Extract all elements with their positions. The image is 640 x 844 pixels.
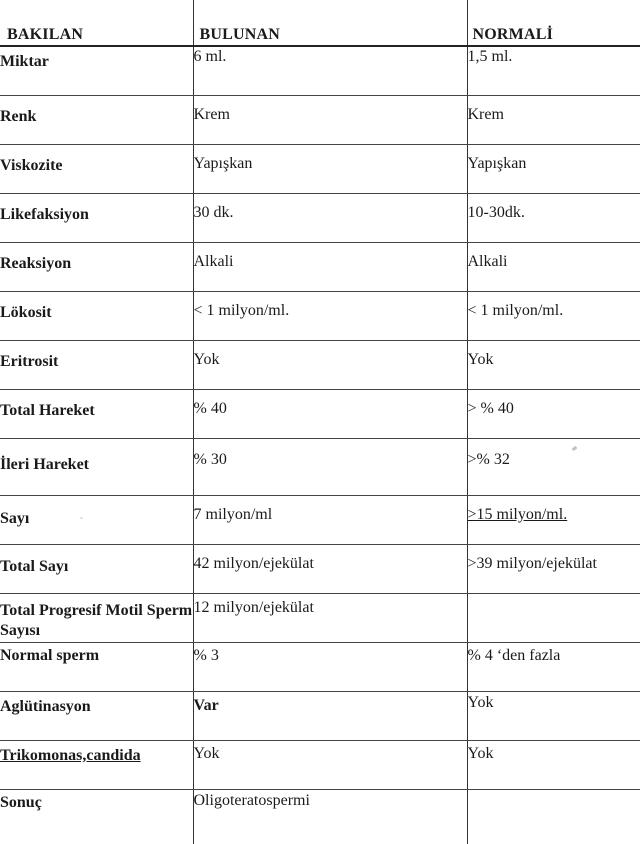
row-label: Likefaksiyon [0,194,193,243]
row-found: % 3 [193,643,467,692]
row-normal: 10-30dk. [467,194,640,243]
row-label: İleri Hareket [0,439,193,496]
row-label: Total Progresif Motil Sperm Sayısı [0,594,193,643]
row-label: Miktar [0,46,193,96]
row-normal: < 1 milyon/ml. [467,292,640,341]
row-normal: >% 32 [467,439,640,496]
row-found: 30 dk. [193,194,467,243]
row-normal: % 4 ‘den fazla [467,643,640,692]
table-row [0,292,640,341]
table-row [0,46,640,96]
table-row [0,243,640,292]
table-row [0,496,640,545]
row-label: Aglütinasyon [0,692,193,741]
table-row [0,96,640,145]
row-normal: >15 milyon/ml. [467,496,640,545]
row-label: Normal sperm [0,643,193,692]
row-normal: Alkali [467,243,640,292]
row-found: < 1 milyon/ml. [193,292,467,341]
row-normal: Yok [467,741,640,790]
table-row [0,341,640,390]
row-normal: >39 milyon/ejekülat [467,545,640,594]
table-row [0,545,640,594]
table-row [0,692,640,741]
row-label: Sonuç [0,790,193,844]
row-found: % 40 [193,390,467,439]
row-found: Yapışkan [193,145,467,194]
row-label: Viskozite [0,145,193,194]
row-found: 12 milyon/ejekülat [193,594,467,643]
table-row [0,145,640,194]
row-normal: Yok [467,341,640,390]
table-header-row [0,0,640,46]
table-row [0,594,640,643]
row-normal [467,594,640,643]
row-found: Krem [193,96,467,145]
scan-speck [80,517,83,519]
table-row [0,741,640,790]
row-normal: Yok [467,692,640,741]
row-normal: Yapışkan [467,145,640,194]
row-normal [467,790,640,844]
row-label: Eritrosit [0,341,193,390]
table-row [0,194,640,243]
row-label: Reaksiyon [0,243,193,292]
row-label: Renk [0,96,193,145]
row-found: Yok [193,341,467,390]
table-row [0,643,640,692]
table-row [0,439,640,496]
row-found: Alkali [193,243,467,292]
table-row [0,790,640,844]
row-found: 42 milyon/ejekülat [193,545,467,594]
row-label: Total Sayı [0,545,193,594]
row-found: Oligoteratospermi [193,790,467,844]
row-found: % 30 [193,439,467,496]
row-found: Yok [193,741,467,790]
row-normal: Krem [467,96,640,145]
row-normal: 1,5 ml. [467,46,640,96]
row-found: Var [193,692,467,741]
row-normal: > % 40 [467,390,640,439]
row-found: 6 ml. [193,46,467,96]
row-label: Trikomonas,candida [0,741,193,790]
table-row [0,390,640,439]
row-label: Lökosit [0,292,193,341]
header-normali: NORMALİ [467,0,640,46]
header-bakilan: BAKILAN [0,0,193,46]
header-bulunan: BULUNAN [193,0,467,46]
row-found: 7 milyon/ml [193,496,467,545]
row-label: Total Hareket [0,390,193,439]
row-label: Sayı [0,496,193,545]
